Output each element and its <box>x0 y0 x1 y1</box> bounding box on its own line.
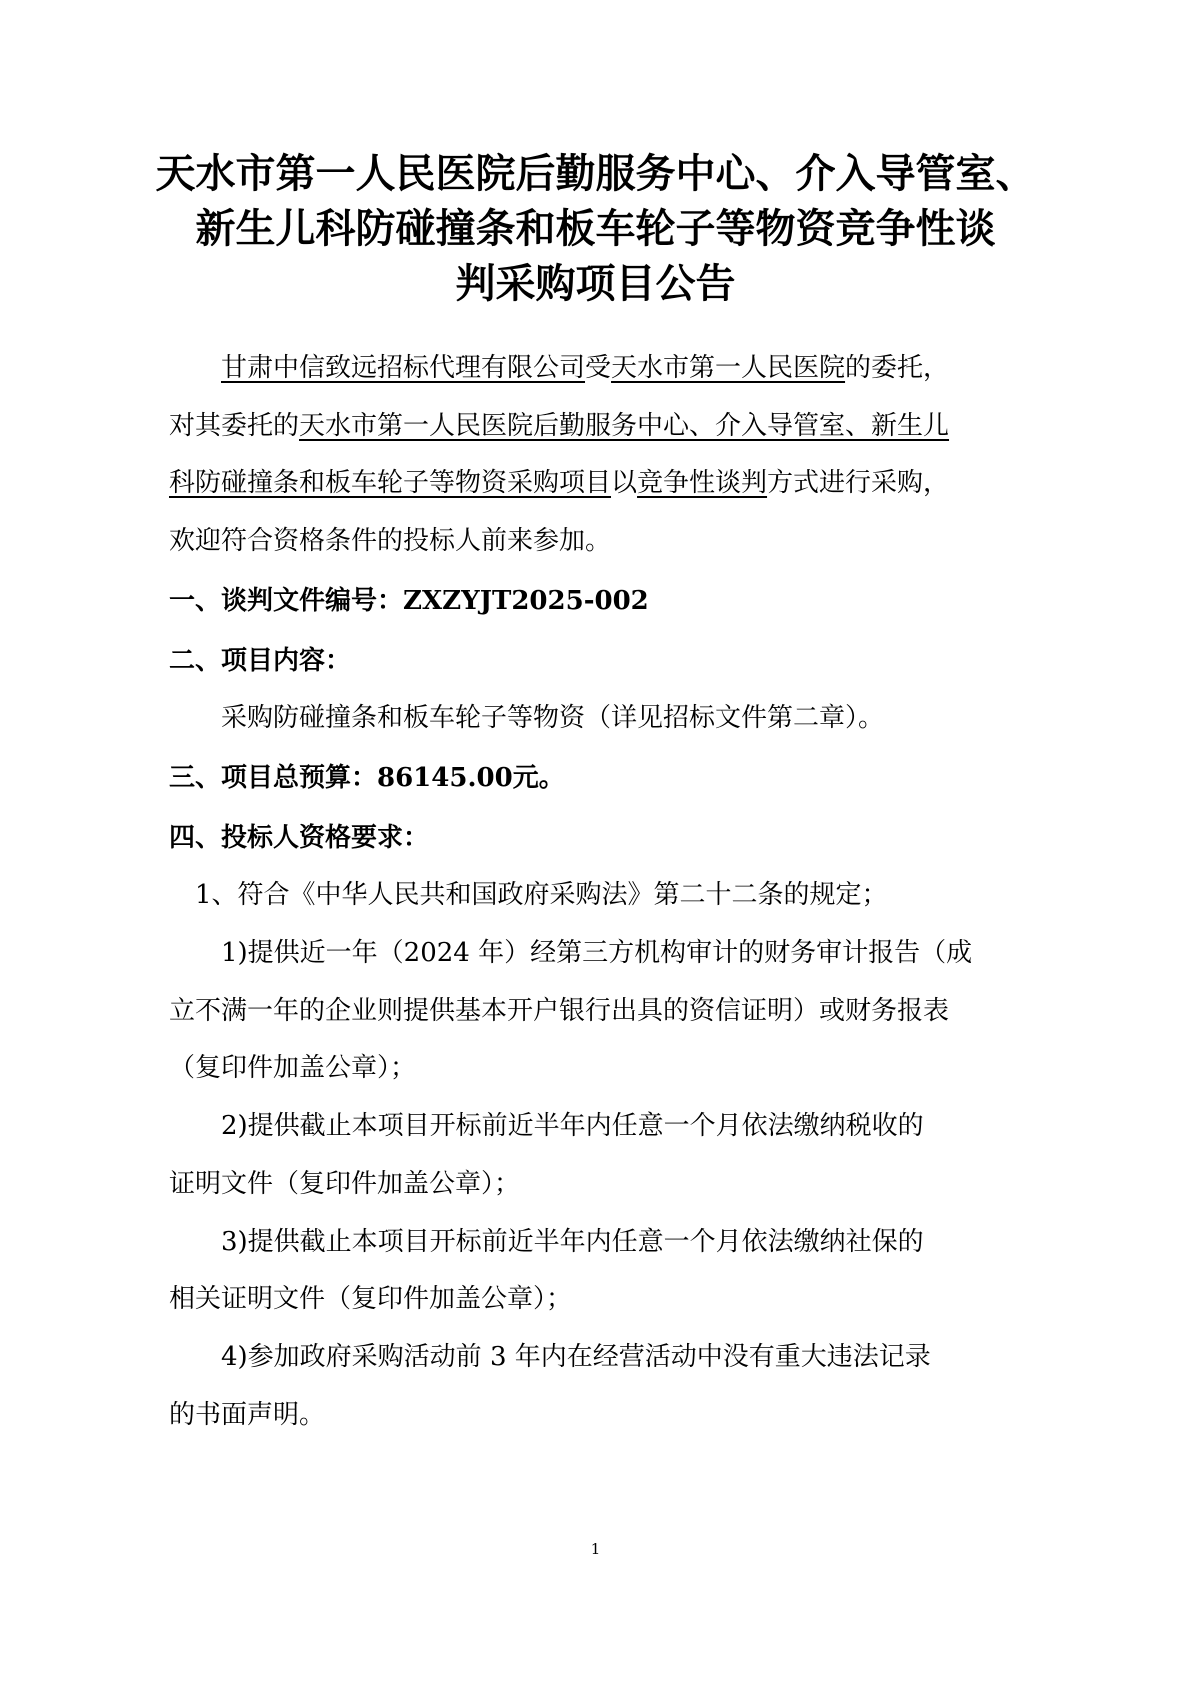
sub-requirement-1-line-3: （复印件加盖公章）； <box>169 1053 417 1083</box>
client-name: 天水市第一人民医院 <box>611 353 846 383</box>
sub-requirement-4-line-1: 4)参加政府采购活动前 3 年内在经营活动中没有重大违法记录 <box>221 1342 931 1372</box>
sub-requirement-2-line-1: 2)提供截止本项目开标前近半年内任意一个月依法缴纳税收的 <box>221 1111 924 1141</box>
section-1-heading: 一、谈判文件编号：ZXZYJT2025-002 <box>169 586 649 616</box>
requirement-1: 1、符合《中华人民共和国政府采购法》第二十二条的规定； <box>195 880 888 910</box>
section-2-body: 采购防碰撞条和板车轮子等物资（详见招标文件第二章）。 <box>221 703 885 733</box>
sub-requirement-1-line-1: 1)提供近一年（2024 年）经第三方机构审计的财务审计报告（成 <box>221 938 973 968</box>
agency-name: 甘肃中信致远招标代理有限公司 <box>221 353 586 383</box>
title-line-2: 新生儿科防碰撞条和板车轮子等物资竞争性谈 <box>195 206 996 252</box>
sub-requirement-2-line-2: 证明文件（复印件加盖公章）； <box>169 1169 521 1199</box>
sub-requirement-3-line-1: 3)提供截止本项目开标前近半年内任意一个月依法缴纳社保的 <box>221 1227 924 1257</box>
section-2-heading: 二、项目内容： <box>169 646 352 676</box>
section-3-heading: 三、项目总预算：86145.00元。 <box>169 763 565 793</box>
intro-line-2: 对其委托的天水市第一人民医院后勤服务中心、介入导管室、新生儿 <box>169 411 950 441</box>
sub-requirement-1-line-2: 立不满一年的企业则提供基本开户银行出具的资信证明）或财务报表 <box>169 996 950 1026</box>
section-4-heading: 四、投标人资格要求： <box>169 823 430 853</box>
intro-line-3: 科防碰撞条和板车轮子等物资采购项目以竞争性谈判方式进行采购， <box>169 468 950 498</box>
procurement-method: 竞争性谈判 <box>637 468 768 498</box>
page-number: 1 <box>590 1540 601 1558</box>
title-line-3: 判采购项目公告 <box>455 261 736 307</box>
title-line-1: 天水市第一人民医院后勤服务中心、介入导管室、 <box>155 151 1036 197</box>
project-name-part-1: 天水市第一人民医院后勤服务中心、介入导管室、新生儿 <box>299 411 950 441</box>
sub-requirement-4-line-2: 的书面声明。 <box>169 1400 326 1430</box>
intro-line-1: 甘肃中信致远招标代理有限公司受天水市第一人民医院的委托， <box>221 353 950 383</box>
sub-requirement-3-line-2: 相关证明文件（复印件加盖公章）； <box>169 1284 573 1314</box>
project-name-part-2: 科防碰撞条和板车轮子等物资采购项目 <box>169 468 612 498</box>
intro-line-4: 欢迎符合资格条件的投标人前来参加。 <box>169 526 612 556</box>
